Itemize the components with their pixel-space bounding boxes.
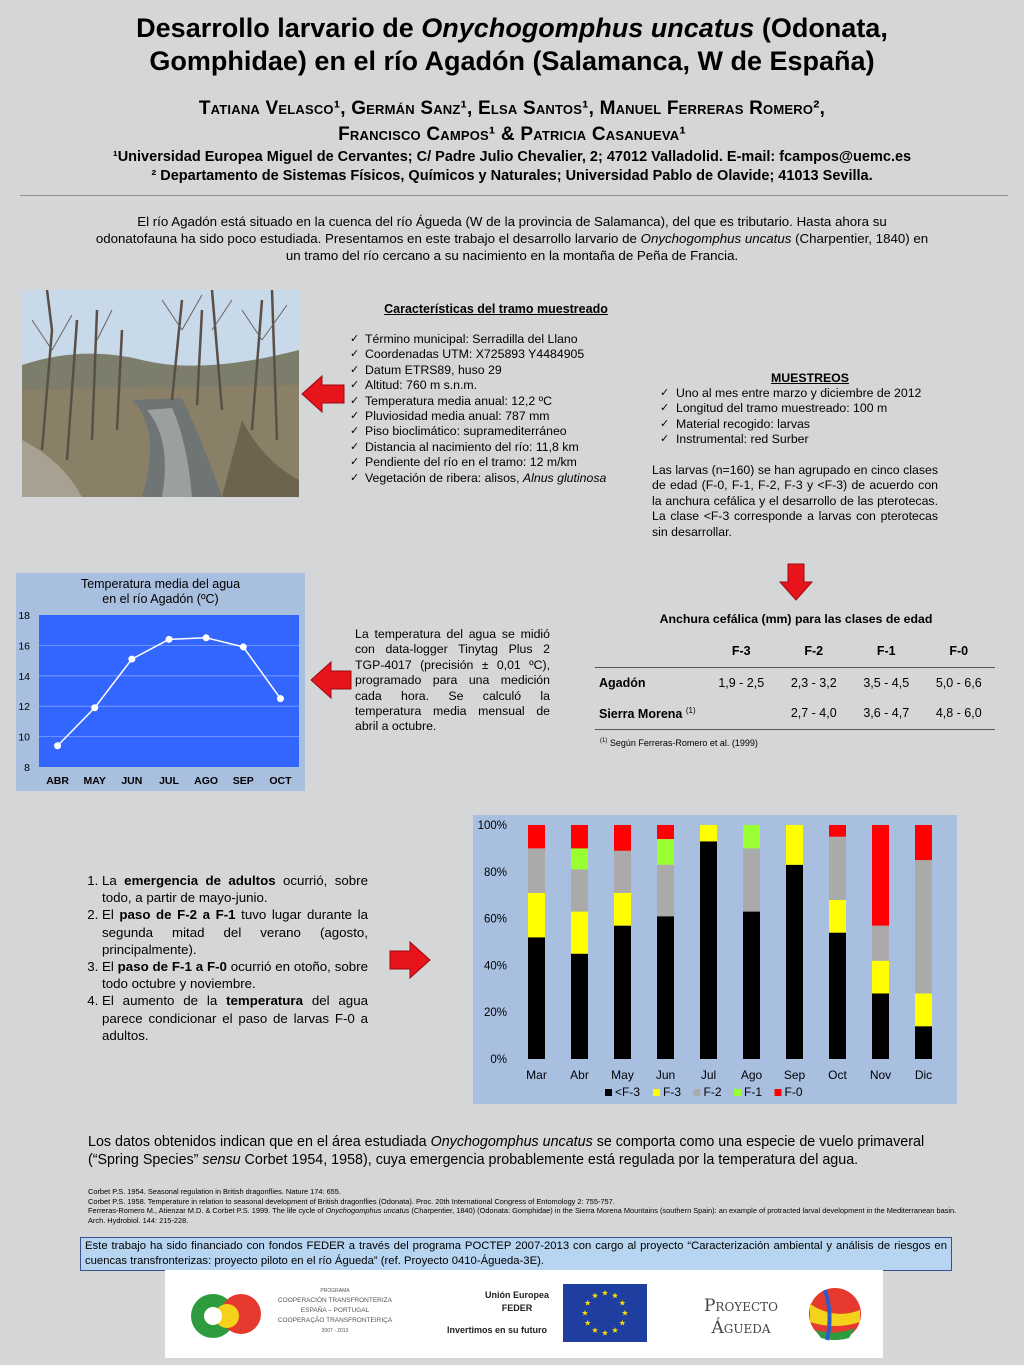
poctep-text-2: COOPERACIÓN TRANSFRONTERIZA (277, 1297, 393, 1304)
river-photo-illustration (22, 290, 299, 497)
x-tick-label: Abr (570, 1068, 589, 1082)
x-tick-label: OCT (269, 775, 292, 787)
reference-1: Corbet P.S. 1954. Seasonal regulation in British dragonflies. Nature 174: 655. (88, 1187, 341, 1196)
table-header-cell: F-2 (778, 636, 851, 667)
bar-segment (528, 848, 545, 892)
bar-segment (700, 841, 717, 1059)
data-point (240, 643, 247, 650)
bar-segment (872, 961, 889, 994)
bar-segment (571, 912, 588, 954)
legend-label: F-1 (744, 1085, 762, 1099)
legend-label: F-0 (784, 1085, 803, 1099)
data-point (166, 636, 173, 643)
x-tick-label: Dic (914, 1068, 933, 1082)
age-class-chart-svg (473, 815, 957, 1104)
y-tick-label: 18 (18, 610, 30, 622)
y-tick-label: 14 (18, 670, 30, 683)
x-tick-label: SEP (232, 775, 254, 787)
x-tick-label: Nov (869, 1068, 892, 1082)
row-label: Agadón (599, 675, 646, 690)
chart-title-line-2: en el río Agadón (ºC) (102, 592, 219, 606)
eu-text-2: FEDER (501, 1303, 533, 1313)
table-cell: 1,9 - 2,5 (718, 675, 765, 690)
y-tick-label: 40% (483, 960, 507, 973)
bar-segment (657, 916, 674, 1059)
temperature-chart-svg (16, 573, 305, 791)
eu-text-3: Invertimos en su futuro (446, 1325, 548, 1335)
table-title: Anchura cefálica (mm) para las clases de edad (659, 612, 933, 626)
header-divider (20, 195, 1008, 196)
bar-segment (614, 926, 631, 1059)
x-tick-label: Mar (526, 1068, 547, 1082)
bar-segment (571, 825, 588, 848)
table-cell: 3,6 - 4,7 (850, 698, 923, 729)
legend-swatch (694, 1089, 701, 1096)
table-header-cell: F-3 (705, 636, 778, 667)
poctep-text-3: ESPAÑA – PORTUGAL (300, 1307, 370, 1314)
table-cell: 4,8 - 6,0 (923, 698, 996, 729)
list-item: ✓ Pendiente del río en el tramo: 12 m/km (350, 455, 640, 470)
affiliation-1: ¹Universidad Europea Miguel de Cervantes; C/ Padre Julio Chevalier, 2; 47012 Valladolid. E-mail: fcampos@uemc.es (112, 149, 912, 165)
bar-segment (571, 869, 588, 911)
list-item: 1. La emergencia de adultos ocurrió, sobre todo, a partir de mayo-junio. (102, 872, 368, 906)
list-item: ✓ Coordenadas UTM: X725893 Y4484905 (350, 347, 640, 362)
list-item: 2. El paso de F-2 a F-1 tuvo lugar durante la segunda mitad del verano (agosto, principalmente). (102, 906, 368, 958)
poctep-logo (191, 1294, 261, 1338)
bar-segment (872, 993, 889, 1059)
logos-strip (165, 1270, 883, 1358)
legend-label: F-2 (703, 1085, 722, 1099)
bar-segment (915, 993, 932, 1026)
affiliations (20, 148, 1004, 186)
table-header-cell: F-0 (923, 636, 996, 667)
chart-title-line-1: Temperatura media del agua (80, 577, 241, 591)
arrow-down-icon (778, 562, 814, 602)
list-item: ✓ Piso bioclimático: supramediterráneo (350, 424, 640, 439)
bar-segment (829, 837, 846, 900)
age-class-chart (473, 815, 957, 1104)
data-point (91, 704, 98, 711)
title-line-2: Gomphidae) en el río Agadón (Salamanca, W de España) (149, 46, 875, 76)
bar-segment (700, 825, 717, 841)
y-tick-label: 80% (483, 866, 507, 879)
poster-title (60, 12, 964, 78)
agueda-logo (809, 1288, 861, 1340)
bar-segment (829, 900, 846, 933)
list-item: ✓ Instrumental: red Surber (660, 432, 950, 447)
bar-segment (614, 893, 631, 926)
bar-segment (786, 865, 803, 1059)
bar-segment (743, 848, 760, 911)
authors (40, 96, 984, 148)
y-tick-label: 16 (18, 640, 30, 653)
y-tick-label: 0% (490, 1054, 507, 1066)
head-width-table (595, 636, 995, 730)
proyecto-text-1: Proyecto (703, 1296, 779, 1316)
bar-segment (915, 860, 932, 993)
x-tick-label: May (611, 1068, 634, 1082)
arrow-left-icon (309, 660, 353, 700)
x-tick-label: JUN (121, 775, 143, 787)
larvas-description: Las larvas (n=160) se han agrupado en cinco clases de edad (F-0, F-1, F-2, F-3 y <F-3) de acuerdo con la anchura cefálica y el desarrollo de las pterotecas. La clase <F-3 corresponde a larvas con pterotecas sin desarrollar. (652, 463, 938, 539)
x-tick-label: ABR (46, 775, 69, 787)
bar-segment (743, 912, 760, 1059)
table-cell: 2,7 - 4,0 (778, 698, 851, 729)
characteristics-list (350, 332, 640, 486)
bar-segment (872, 926, 889, 961)
row-label: Sierra Morena $^{(1)}$ (595, 698, 705, 729)
list-item: 3. El paso de F-1 a F-0 ocurrió en otoño, sobre todo octubre y noviembre. (102, 958, 368, 992)
x-tick-label: MAY (83, 775, 106, 787)
poctep-text-1: PROGRAMA (320, 1288, 350, 1294)
bar-segment (786, 825, 803, 865)
list-item: ✓ Material recogido: larvas (660, 417, 950, 432)
list-item: ✓ Distancia al nacimiento del río: 11,8 km (350, 440, 640, 455)
table-header-row (595, 636, 995, 667)
poctep-text-4: COOPERAÇÃO TRANSFRONTEIRIÇA (277, 1317, 393, 1324)
conclusions (78, 872, 368, 1044)
table-cell: 5,0 - 6,6 (935, 675, 982, 690)
legend-swatch (775, 1089, 782, 1096)
data-point (128, 656, 135, 663)
data-point (277, 695, 284, 702)
bar-segment (829, 933, 846, 1059)
list-item: ✓ Datum ETRS89, huso 29 (350, 363, 640, 378)
list-item: ✓ Altitud: 760 m s.n.m. (350, 378, 640, 393)
x-tick-label: Sep (783, 1068, 806, 1082)
introduction: El río Agadón está situado en la cuenca del río Águeda (W de la provincia de Salamanca), del que es tributario. Hasta ahora su odonatofauna ha sido poco estudiada. Presentamos en este trabajo el desarrollo larvario de Onychogomphus uncatus (Charpentier, 1840) en un tramo del río cercano a su nacimiento en la montaña de Peña de Francia. (95, 214, 929, 263)
temperature-chart (16, 573, 305, 791)
table-cell (705, 698, 778, 729)
list-item: ✓ Pluviosidad media anual: 787 mm (350, 409, 640, 424)
bar-segment (571, 848, 588, 869)
table-cell: 2,3 - 3,2 (790, 675, 837, 690)
bar-segment (657, 839, 674, 865)
list-item: ✓ Término municipal: Serradilla del Llano (350, 332, 640, 347)
references (88, 1187, 968, 1225)
table-header-cell: F-1 (850, 636, 923, 667)
bar-segment (872, 825, 889, 926)
list-item: 4. El aumento de la temperatura del agua parece condicionar el paso de larvas F-0 a adultos. (102, 992, 368, 1044)
table-row (595, 667, 995, 698)
river-photo (22, 290, 299, 497)
list-item: ✓ Longitud del tramo muestreado: 100 m (660, 401, 950, 416)
list-item: ✓ Temperatura media anual: 12,2 ºC (350, 394, 640, 409)
final-statement: Los datos obtenidos indican que en el área estudiada Onychogomphus uncatus se comporta como una especie de vuelo primaveral (“Spring Species” sensu Corbet 1954, 1958), cuya emergencia probablemente está regulada por la temperatura del agua. (88, 1134, 925, 1168)
temperature-description: La temperatura del agua se midió con data-logger Tinytag Plus 2 TGP-4017 (precisión ± 0,01 ºC), programado para una medición cada hora. Se calculó la temperatura media mensual de abril a octubre. (355, 627, 550, 734)
funding-box: Este trabajo ha sido financiado con fondos FEDER a través del programa POCTEP 2007-2013 con cargo al proyecto “Caracterización ambiental y análisis de riesgos en cuencas transfronterizas: proyecto piloto en el río Águeda” (ref. Proyecto 0410-Águeda-3E). (80, 1237, 952, 1271)
authors-line-2: Francisco Campos¹ & Patricia Casanueva¹ (338, 124, 686, 145)
bar-segment (915, 825, 932, 860)
reference-2: Corbet P.S. 1958. Temperature in relation to seasonal development of British dragonflies (Odonata). Proc. 20th International Congress of Entomology 2: 755-757. (88, 1196, 615, 1206)
y-tick-label: 10 (18, 731, 30, 744)
characteristics-title: Características del tramo muestreado (384, 302, 608, 316)
authors-line-1: Tatiana Velasco¹, Germán Sanz¹, Elsa Santos¹, Manuel Ferreras Romero², (198, 98, 826, 119)
bar-segment (657, 825, 674, 839)
bar-segment (614, 851, 631, 893)
bar-segment (528, 893, 545, 937)
table-row (595, 698, 995, 729)
legend-swatch (605, 1089, 612, 1096)
poctep-text-5: 2007 - 2013 (321, 1328, 349, 1334)
y-tick-label: 20% (483, 1007, 507, 1020)
affiliation-2: ² Departamento de Sistemas Físicos, Químicos y Naturales; Universidad Pablo de Olavide; 41013 Sevilla. (151, 168, 873, 184)
eu-text-1: Unión Europea (484, 1290, 550, 1300)
bar-segment (528, 937, 545, 1059)
reference-3: Ferreras-Romero M., Atienzar M.D. & Corbet P.S. 1999. The life cycle of Onychogomphus uncatus (Charpentier, 1840) (Odonata: Gomphidae) in the Sierra Morena Mountains (southern Spain): an example of protracted larval development in the Mediterranean basin. Arch. Hydrobiol. 144: 215-228. (88, 1206, 957, 1225)
x-tick-label: Oct (828, 1068, 847, 1082)
y-tick-label: 60% (483, 913, 507, 926)
arrow-right-icon (388, 940, 432, 980)
bar-segment (614, 825, 631, 851)
title-line-1: Desarrollo larvario de Onychogomphus uncatus (Odonata, (136, 13, 888, 43)
data-point (203, 634, 210, 641)
muestreos-list (660, 386, 950, 448)
x-tick-label: Ago (740, 1068, 763, 1082)
list-item: ✓ Vegetación de ribera: alisos, Alnus glutinosa (350, 471, 640, 486)
bar-segment (657, 865, 674, 916)
table-cell: 3,5 - 4,5 (863, 675, 910, 690)
muestreos-title: MUESTREOS (771, 371, 849, 385)
y-tick-label: 100% (477, 820, 507, 832)
y-tick-label: 12 (18, 701, 30, 714)
x-tick-label: AGO (194, 775, 219, 787)
legend-swatch (653, 1089, 660, 1096)
bar-segment (528, 825, 545, 848)
bar-segment (829, 825, 846, 837)
list-item: ✓ Uno al mes entre marzo y diciembre de 2012 (660, 386, 950, 401)
x-tick-label: JUL (159, 775, 179, 787)
x-tick-label: Jun (655, 1068, 676, 1082)
eu-flag-icon (563, 1284, 647, 1342)
x-tick-label: Jul (700, 1068, 717, 1082)
bar-segment (743, 825, 760, 848)
table-footnote: $^{(1)}$ Según Ferreras-Romero et al. (1999) (600, 738, 758, 748)
legend-label: F-3 (663, 1085, 681, 1099)
y-tick-label: 8 (24, 762, 30, 774)
bar-segment (571, 954, 588, 1059)
data-point (54, 742, 61, 749)
arrow-left-icon (300, 374, 346, 414)
legend-swatch (734, 1089, 741, 1096)
proyecto-text-2: Águeda (711, 1318, 771, 1338)
logos-svg (165, 1270, 883, 1358)
legend-label: <F-3 (615, 1085, 641, 1099)
bar-segment (915, 1026, 932, 1059)
